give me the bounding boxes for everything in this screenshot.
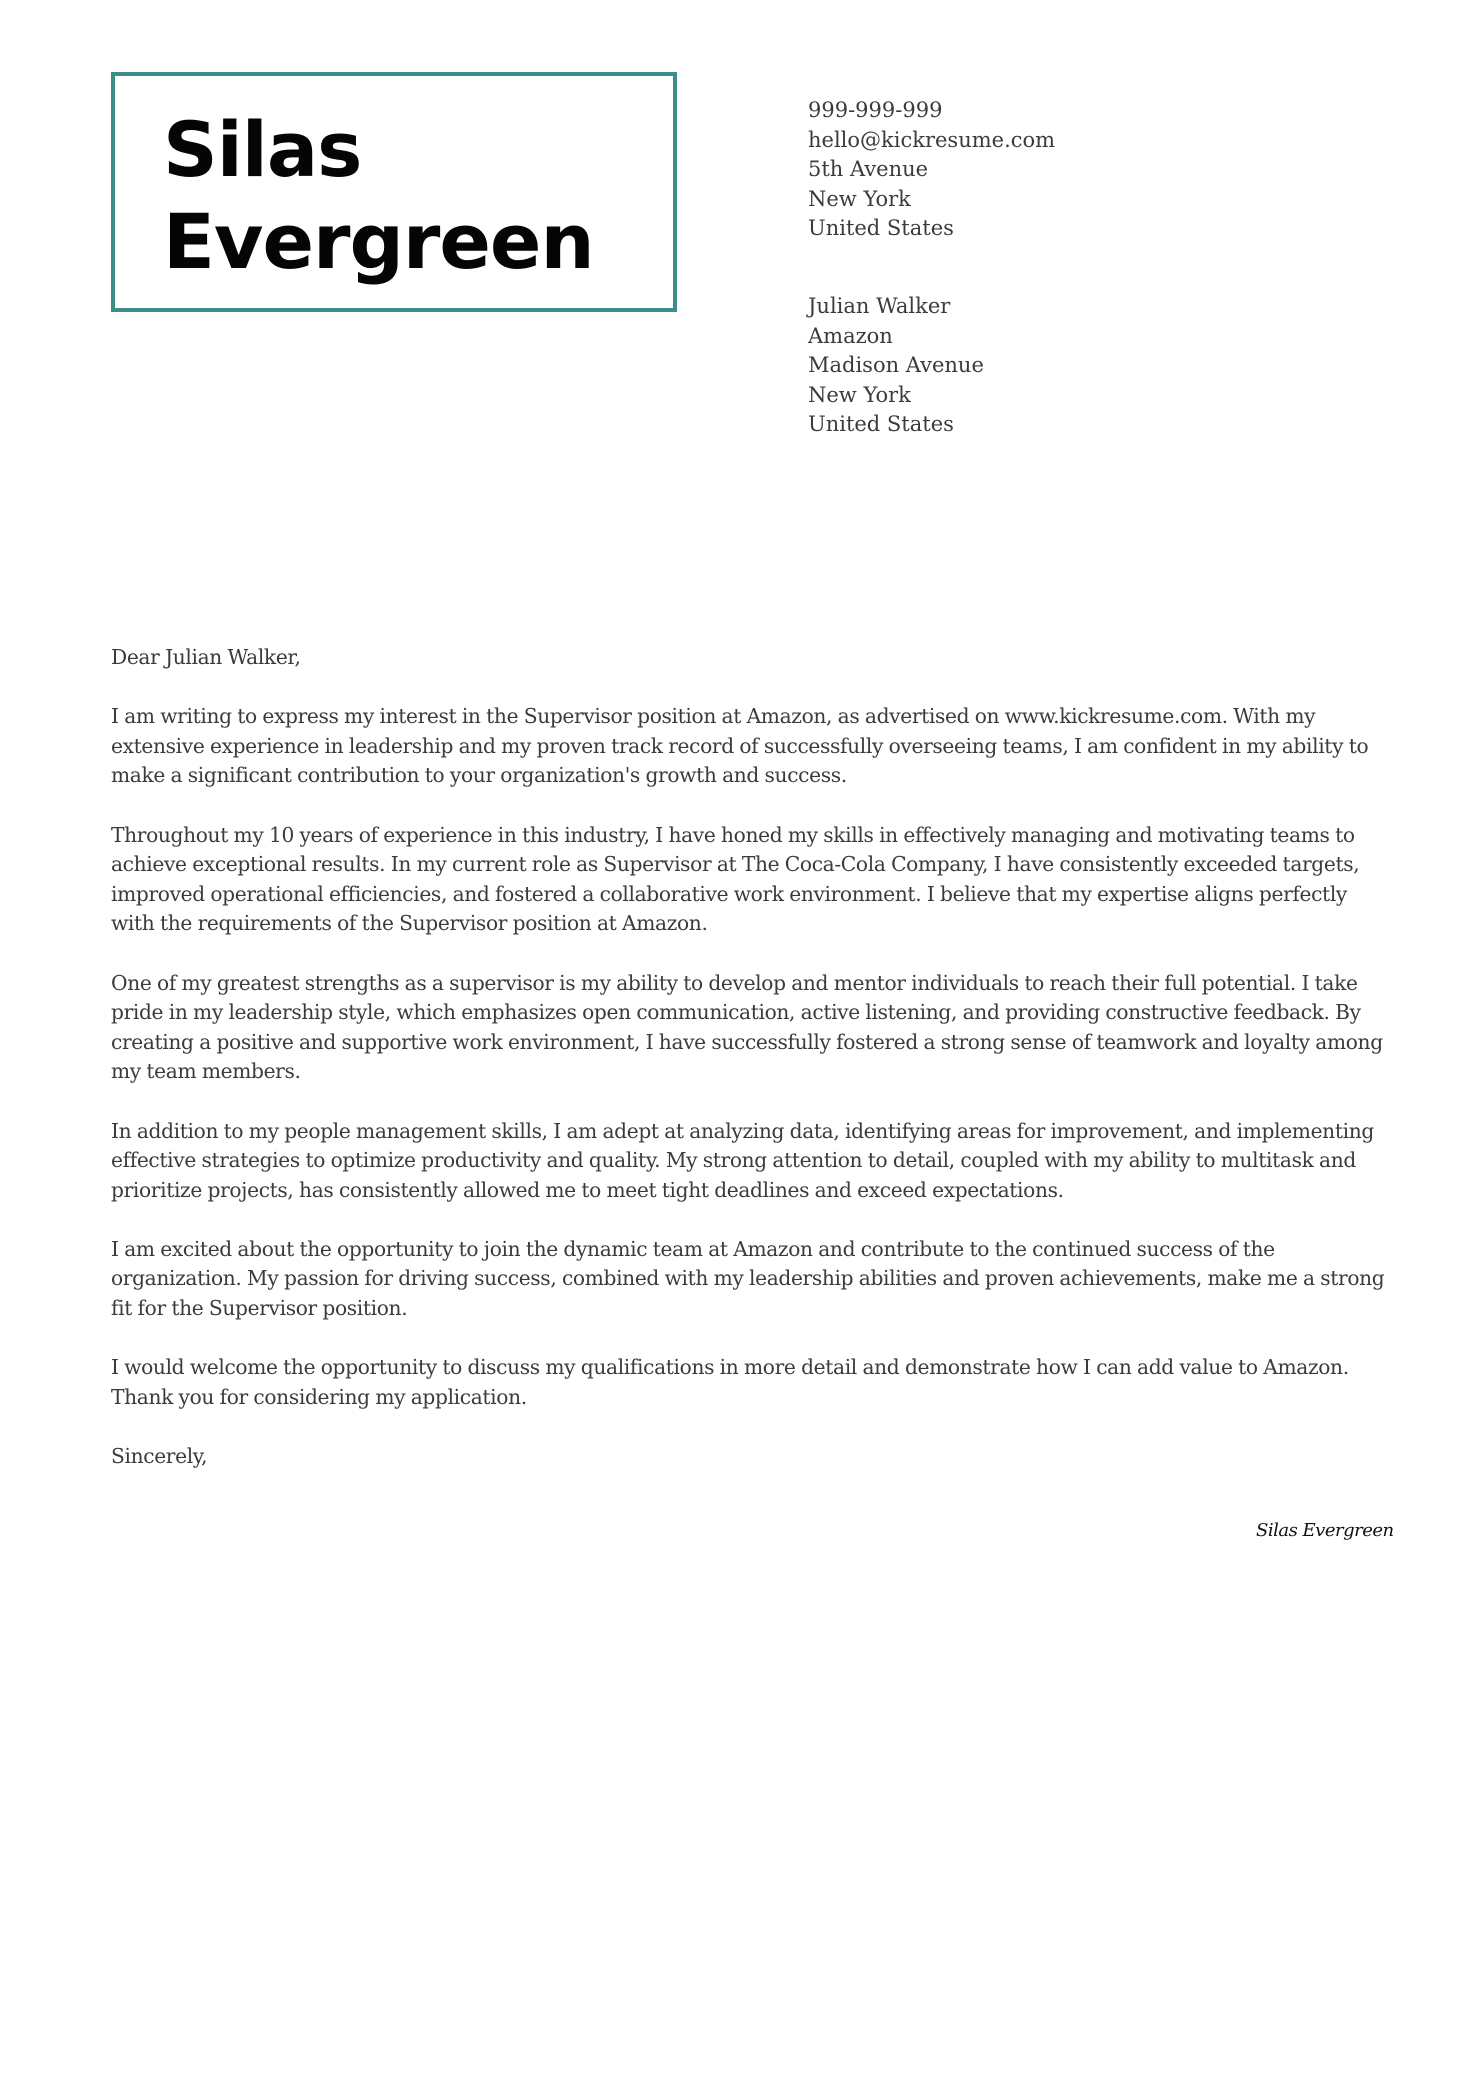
salutation: Dear Julian Walker, [111,645,301,669]
sender-city: New York [808,186,911,211]
paragraph-closing: I would welcome the opportunity to discuss my qualifications in more detail and demonstrate how I can add value to Amazon. Thank you for considering my application. [111,1355,1349,1409]
closing: Sincerely, [111,1444,208,1469]
letter-body [111,643,1386,1501]
recipient-country: United States [808,412,954,436]
sender-contact-block [808,96,1055,244]
sender-street: 5th Avenue [808,157,929,181]
paragraph-skills: In addition to my people management skills, I am adept at analyzing data, identifying areas for improvement, and implementing effective strategies to optimize productivity and quality. My strong attention to detail, coupled with my ability to multitask and prioritize projects, has consistently allowed me to meet tight deadlines and exceed expectations. [111,1118,1374,1202]
name-header-box [111,72,677,312]
sender-name [163,104,594,288]
recipient-address-block [808,292,984,440]
sender-last-name: Evergreen [163,197,594,286]
recipient-street: Madison Avenue [808,353,984,377]
paragraph-experience: Throughout my 10 years of experience in this industry, I have honed my skills in effectively managing and motivating teams to achieve exceptional results. In my current role as Supervisor at The Coca-Cola Company, I have consistently exceeded targets, improved operational efficiencies, and fostered a collaborative work environment. I believe that my expertise aligns perfectly with the requirements of the Supervisor position at Amazon. [111,822,1360,936]
paragraph-intro: I am writing to express my interest in the Supervisor position at Amazon, as advertised on www.kickresume.com. With my extensive experience in leadership and my proven track record of successfully overseeing teams, I am confident in my ability to make a significant contribution to your organization's growth and success. [111,704,1369,788]
recipient-name: Julian Walker [808,294,951,318]
recipient-company: Amazon [808,323,893,348]
signature: Silas Evergreen [1256,1520,1394,1541]
sender-email: hello@kickresume.com [808,127,1056,152]
recipient-city: New York [808,382,911,407]
paragraph-strengths: One of my greatest strengths as a supervisor is my ability to develop and mentor individuals to reach their full potential. I take pride in my leadership style, which emphasizes open communication, active listening, and providing constructive feedback. By creating a positive and supportive work environment, I have successfully fostered a strong sense of teamwork and loyalty among my team members. [111,970,1383,1084]
sender-first-name: Silas [163,105,362,194]
sender-phone: 999-999-999 [808,98,943,122]
sender-country: United States [808,216,954,240]
paragraph-motivation: I am excited about the opportunity to join the dynamic team at Amazon and contribute to the continued success of the organization. My passion for driving success, combined with my leadership abilities and proven achievements, make me a strong fit for the Supervisor position. [111,1236,1385,1321]
